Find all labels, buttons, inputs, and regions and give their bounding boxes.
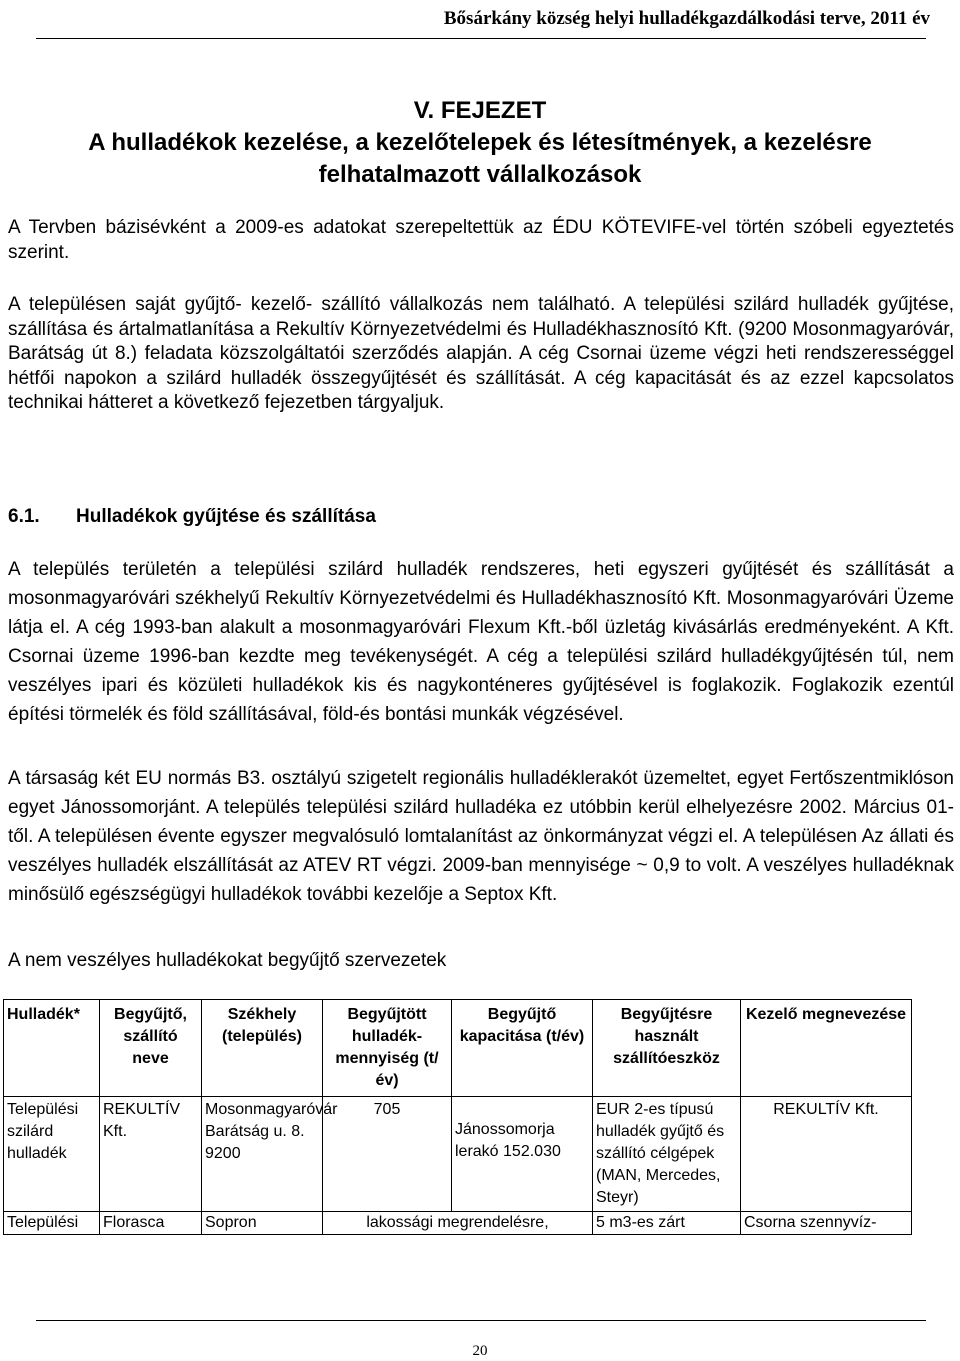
header-cell-capacity: Begyűjtő kapacitása (t/év): [452, 1000, 593, 1097]
page-number: 20: [472, 1343, 488, 1359]
table-cell: Sopron: [202, 1212, 323, 1235]
table-cell: REKULTÍV Kft.: [741, 1097, 912, 1212]
table-caption: A nem veszélyes hulladékokat begyűjtő szervezetek: [8, 950, 447, 971]
running-header: Bősárkány község helyi hulladékgazdálkodási terve, 2011 év: [443, 8, 930, 29]
table-cell: 705: [323, 1097, 452, 1212]
chapter-title-line-1: A hulladékok kezelése, a kezelőtelepek és létesítmények, a kezelésre: [88, 129, 872, 156]
header-divider: [36, 38, 926, 39]
header-cell-handler: Kezelő megnevezése: [741, 1000, 912, 1097]
collectors-table: [3, 999, 912, 1235]
paragraph-base-year: A Tervben bázisévként a 2009-es adatokat szerepeltettük az ÉDU KÖTEVIFE-vel történ szóbeli egyeztetés szerint.: [8, 217, 954, 263]
table-row: [4, 1212, 912, 1235]
section-title: Hulladékok gyűjtése és szállítása: [76, 506, 376, 527]
table-cell: Települési szilárd hulladék: [4, 1097, 100, 1212]
table-cell: Települési: [4, 1212, 100, 1235]
table-cell: 5 m3-es zárt: [593, 1212, 741, 1235]
table-cell: Jánossomorja lerakó 152.030: [452, 1097, 593, 1212]
header-cell-seat: Székhely (település): [202, 1000, 323, 1097]
header-cell-quantity: Begyűjtött hulladék-mennyiség (t/év): [323, 1000, 452, 1097]
section-heading: [8, 506, 376, 528]
table-cell: REKULTÍV Kft.: [100, 1097, 202, 1212]
table-row: [4, 1097, 912, 1212]
paragraph-landfill: A társaság két EU normás B3. osztályú szigetelt regionális hulladéklerakót üzemeltet, egyet Fertőszentmiklóson egyet Jánossomorjánt. A település települési szilárd hulladéka ez utóbbin kerül elhelyezésre 2002. Március 01-től. A településen évente egyszer megvalósuló lomtalanítást az önkormányzat végzi el. A településen Az állati és veszélyes hulladék elszállítását az ATEV RT végzi. 2009-ban mennyisége ~ 0,9 to volt. A veszélyes hulladéknak minősülő egészségügyi hulladékok további kezelője a Septox Kft.: [8, 768, 954, 905]
chapter-heading: [0, 95, 960, 191]
table-cell: EUR 2-es típusú hulladék gyűjtő és szállító célgépek (MAN, Mercedes, Steyr): [593, 1097, 741, 1212]
table-cell: lakossági megrendelésre,: [323, 1212, 593, 1235]
table-cell: Mosonmagyaróvár Barátság u. 8. 9200: [202, 1097, 323, 1212]
table-header-row: [4, 1000, 912, 1097]
section-number: 6.1.: [8, 506, 40, 527]
header-cell-collector: Begyűjtő, szállító neve: [100, 1000, 202, 1097]
paragraph-local-operator: A településen saját gyűjtő- kezelő- szállító vállalkozás nem található. A települési szilárd hulladék gyűjtése, szállítása és ártalmatlanítása a Rekultív Környezetvédelmi és Hulladékhasznosító Kft. (9200 Mosonmagyaróvár, Barátság út 8.) feladata közszolgáltatói szerződés alapján. A cég Csornai üzeme végzi heti rendszerességgel hétfői napokon a szilárd hulladék összegyűjtését és szállítását. A cég kapacitását és az ezzel kapcsolatos technikai hátteret a következő fejezetben tárgyaljuk.: [8, 294, 954, 413]
header-cell-waste: Hulladék*: [4, 1000, 100, 1097]
header-cell-vehicle: Begyűjtésre használt szállítóeszköz: [593, 1000, 741, 1097]
footer-divider: [36, 1320, 926, 1321]
paragraph-collection: A település területén a települési szilárd hulladék rendszeres, heti egyszeri gyűjtését és szállítását a mosonmagyaróvári székhelyű Rekultív Környezetvédelmi és Hulladékhasznosító Kft. Mosonmagyaróvári Üzeme látja el. A cég 1993-ban alakult a mosonmagyaróvári Flexum Kft.-ből üzletág kivásárlás eredményeként. A Kft. Csornai üzeme 1996-ban kezdte meg tevékenységét. A cég a települési szilárd hulladékgyűjtésén túl, nem veszélyes ipari és közületi hulladékok kis és nagykonténeres gyűjtésével is foglakozik. Foglakozik ezentúl építési törmelék és föld szállításával, föld-és bontási munkák végzésével.: [8, 559, 954, 725]
table-cell: Csorna szennyvíz-: [741, 1212, 912, 1235]
table-cell: Florasca: [100, 1212, 202, 1235]
chapter-title-line-2: felhatalmazott vállalkozások: [318, 161, 642, 188]
chapter-number: V. FEJEZET: [413, 97, 547, 124]
